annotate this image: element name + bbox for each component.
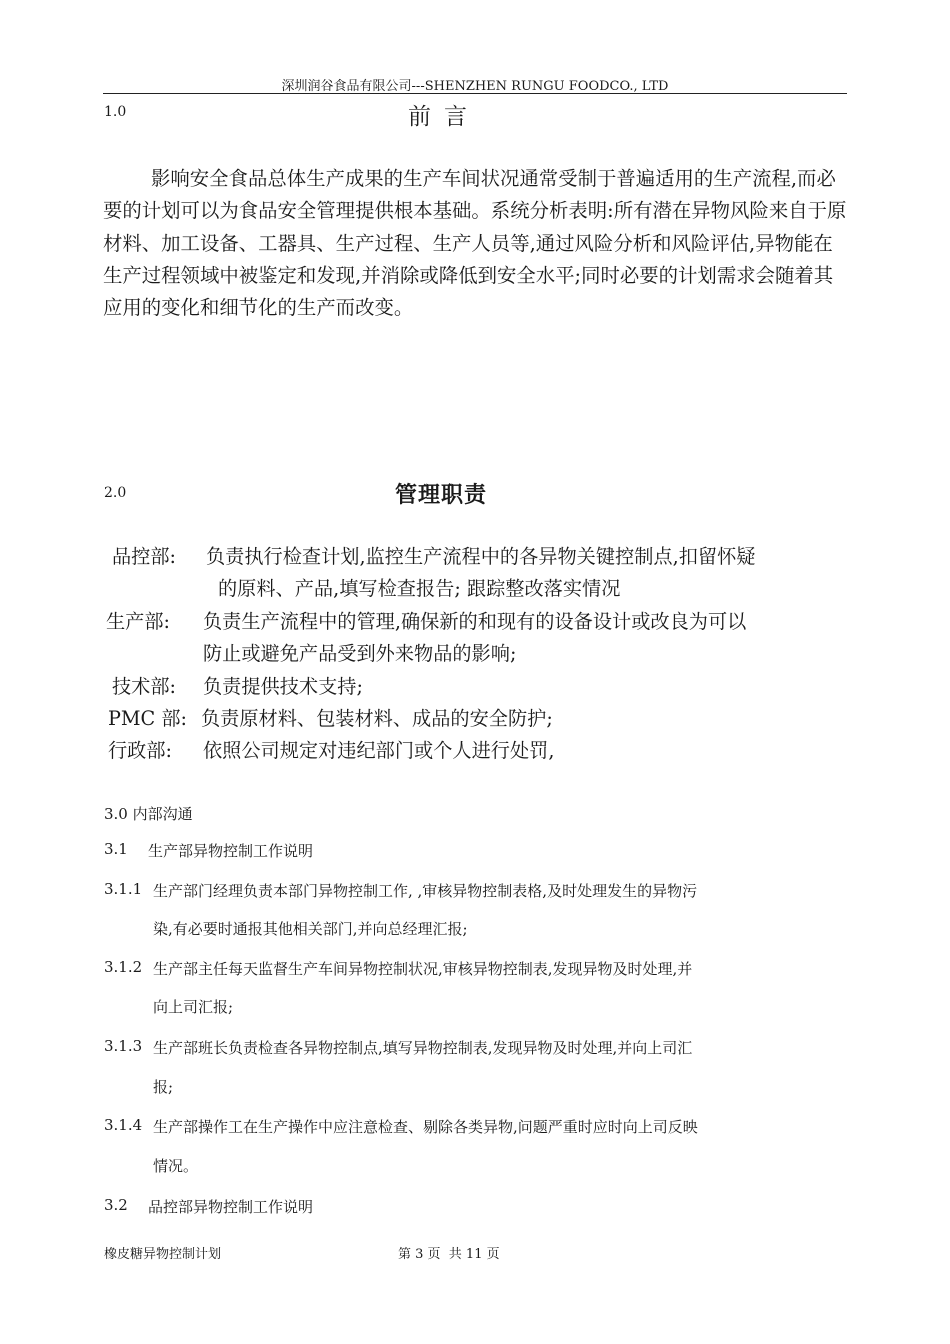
preface-paragraph — [103, 163, 847, 324]
item-3-1-2-line-1: 生产部主任每天监督生产车间异物控制状况,审核异物控制表,发现异物及时处理,并 — [153, 960, 693, 978]
duty-dept-qc: 品控部: — [112, 545, 177, 568]
preface-line-2: 流程,而必要的计划可以为食品安全管理提供根本基础。系统分析表明:所有潜 — [103, 167, 836, 223]
item-3-1-2-line-2: 向上司汇报; — [153, 998, 234, 1016]
item-3-1-1-line-2: 染,有必要时通报其他相关部门,并向总经理汇报; — [153, 920, 468, 938]
subsection-3-1-number: 3.1 — [104, 840, 128, 858]
item-3-1-4-line-1: 生产部操作工在生产操作中应注意检查、剔除各类异物,问题严重时应时向上司反映 — [153, 1118, 698, 1136]
item-3-1-4-line-2: 情况。 — [153, 1157, 199, 1175]
duty-text-pmc: 负责原材料、包装材料、成品的安全防护; — [201, 707, 553, 730]
subsection-3-2-title: 品控部异物控制工作说明 — [148, 1198, 314, 1216]
header-rule — [103, 93, 847, 94]
subsection-3-2-number: 3.2 — [104, 1196, 128, 1214]
item-3-1-3-number: 3.1.3 — [104, 1037, 143, 1055]
duty-text-tech: 负责提供技术支持; — [203, 675, 363, 698]
item-3-1-2-number: 3.1.2 — [104, 958, 143, 976]
footer-doc-name: 橡皮糖异物控制计划 — [104, 1247, 222, 1262]
preface-line-4: 风险分析和风险评估,异物能在生产过程领域中被鉴定和发现,并消除或降低 — [103, 231, 833, 287]
duty-dept-pmc: PMC 部: — [108, 707, 187, 730]
duty-text-production-1: 负责生产流程中的管理,确保新的和现有的设备设计或改良为可以 — [203, 610, 747, 633]
preface-line-3: 在异物风险来自于原材料、加工设备、工器具、生产过程、生产人员等,通过 — [103, 199, 847, 255]
duty-text-admin: 依照公司规定对违纪部门或个人进行处罚, — [203, 739, 555, 762]
duty-dept-admin: 行政部: — [108, 739, 173, 762]
section-2-number: 2.0 — [104, 485, 127, 501]
preface-line-6: 变。 — [374, 296, 414, 320]
section-2-title: 管理职责 — [395, 482, 488, 508]
section-1-title: 前言 — [408, 104, 480, 130]
preface-line-5: 到安全水平;同时必要的计划需求会随着其应用的变化和细节化的生产而改 — [103, 263, 834, 320]
item-3-1-4-number: 3.1.4 — [104, 1116, 143, 1134]
section-3-heading: 3.0 内部沟通 — [104, 805, 193, 823]
page-header: 深圳润谷食品有限公司---SHENZHEN RUNGU FOODCO., LTD — [281, 79, 669, 94]
duty-text-qc-1: 负责执行检查计划,监控生产流程中的各异物关键控制点,扣留怀疑 — [206, 545, 756, 568]
footer-page-info: 第 3 页 共 11 页 — [398, 1247, 500, 1262]
subsection-3-1-title: 生产部异物控制工作说明 — [148, 842, 314, 860]
duty-dept-production: 生产部: — [106, 610, 171, 633]
preface-line-1: 影响安全食品总体生产成果的生产车间状况通常受制于普遍适用的生产 — [151, 167, 753, 190]
duty-text-qc-2: 的原料、产品,填写检查报告; 跟踪整改落实情况 — [218, 577, 621, 600]
duty-text-production-2: 防止或避免产品受到外来物品的影响; — [203, 642, 517, 665]
item-3-1-3-line-2: 报; — [153, 1078, 174, 1096]
item-3-1-3-line-1: 生产部班长负责检查各异物控制点,填写异物控制表,发现异物及时处理,并向上司汇 — [153, 1039, 693, 1057]
item-3-1-1-line-1: 生产部门经理负责本部门异物控制工作, ,审核异物控制表格,及时处理发生的异物污 — [153, 882, 698, 900]
section-1-number: 1.0 — [104, 104, 127, 120]
item-3-1-1-number: 3.1.1 — [104, 880, 143, 898]
duty-dept-tech: 技术部: — [112, 675, 177, 698]
